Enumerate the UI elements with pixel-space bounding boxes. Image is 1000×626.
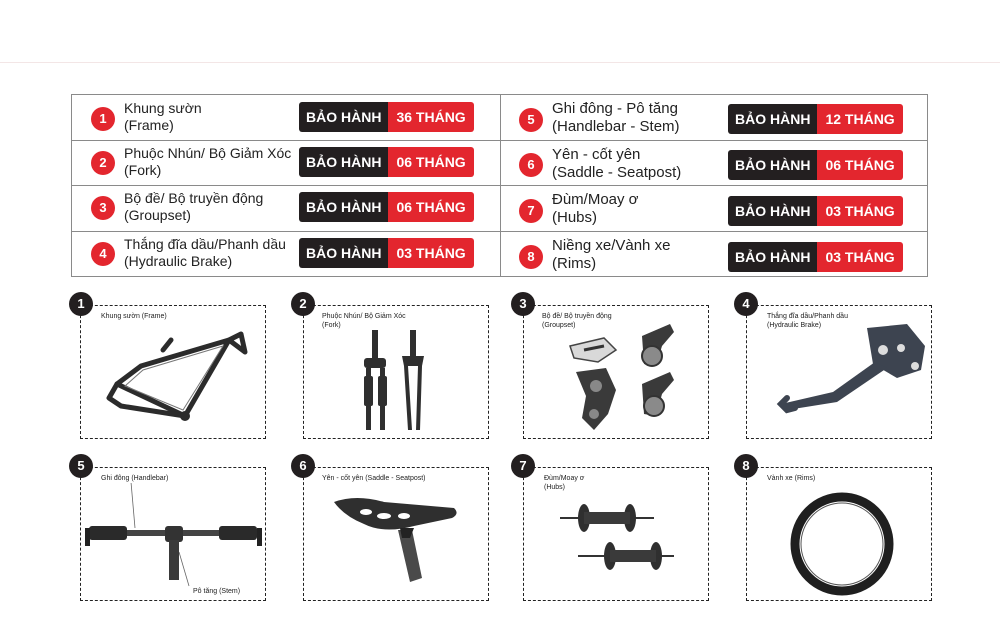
part-name-vi: Thắng đĩa dầu/Phanh dầu bbox=[124, 236, 286, 252]
part-name-vi: Khung sườn bbox=[124, 100, 202, 116]
part-name-vi: Đùm/Moay ơ bbox=[552, 191, 639, 208]
warranty-row bbox=[72, 185, 500, 229]
frame-icon bbox=[81, 306, 267, 440]
part-number-badge: 3 bbox=[511, 292, 535, 316]
warranty-duration: 03 THÁNG bbox=[817, 196, 902, 226]
part-name bbox=[552, 237, 670, 273]
part-name-vi: Yên - cốt yên bbox=[552, 146, 641, 163]
part-card-rim bbox=[746, 467, 932, 601]
part-label-line2: (Hydraulic Brake) bbox=[767, 322, 822, 329]
part-name-en: (Hydraulic Brake) bbox=[124, 253, 233, 269]
warranty-label: BẢO HÀNH bbox=[728, 104, 817, 134]
item-number-badge: 4 bbox=[91, 242, 115, 266]
part-number-badge: 4 bbox=[734, 292, 758, 316]
warranty-badge bbox=[299, 147, 474, 177]
warranty-row bbox=[72, 95, 500, 139]
warranty-badge bbox=[728, 196, 903, 226]
part-name bbox=[552, 100, 680, 136]
part-label-stem: Pô tăng (Stem) bbox=[193, 588, 241, 595]
part-card-handlebar bbox=[80, 467, 266, 601]
saddle-icon bbox=[304, 468, 490, 602]
warranty-duration: 06 THÁNG bbox=[817, 150, 902, 180]
part-card-brake bbox=[746, 305, 932, 439]
part-number-badge: 8 bbox=[734, 454, 758, 478]
warranty-duration: 03 THÁNG bbox=[817, 242, 902, 272]
warranty-label: BẢO HÀNH bbox=[299, 102, 388, 132]
part-label-line1: Bộ đề/ Bộ truyền động bbox=[542, 313, 612, 320]
warranty-duration: 03 THÁNG bbox=[388, 238, 473, 268]
part-label-line2: (Hubs) bbox=[544, 484, 566, 491]
rim-icon bbox=[747, 468, 933, 602]
part-name-en: (Groupset) bbox=[124, 207, 191, 223]
part-label: Vành xe (Rims) bbox=[767, 475, 816, 482]
part-name bbox=[124, 190, 263, 224]
warranty-row bbox=[72, 140, 500, 184]
warranty-row bbox=[501, 231, 927, 275]
warranty-label: BẢO HÀNH bbox=[728, 196, 817, 226]
warranty-duration: 06 THÁNG bbox=[388, 192, 473, 222]
part-number-badge: 6 bbox=[291, 454, 315, 478]
part-label: Ghi đông (Handlebar) bbox=[101, 475, 169, 482]
warranty-badge bbox=[299, 192, 474, 222]
handlebar-icon bbox=[81, 468, 267, 602]
warranty-duration: 12 THÁNG bbox=[817, 104, 902, 134]
part-name-en: (Fork) bbox=[124, 162, 162, 178]
part-number-badge: 7 bbox=[511, 454, 535, 478]
part-name bbox=[552, 191, 639, 227]
part-number-badge: 5 bbox=[69, 454, 93, 478]
part-label bbox=[544, 474, 584, 492]
warranty-table bbox=[71, 94, 928, 277]
part-number-badge: 2 bbox=[291, 292, 315, 316]
part-label-line2: (Groupset) bbox=[542, 322, 576, 329]
part-name-en: (Saddle - Seatpost) bbox=[552, 164, 682, 181]
item-number-badge: 3 bbox=[91, 196, 115, 220]
warranty-row bbox=[501, 140, 927, 184]
part-name-en: (Rims) bbox=[552, 255, 597, 272]
warranty-label: BẢO HÀNH bbox=[728, 150, 817, 180]
item-number-badge: 2 bbox=[91, 151, 115, 175]
warranty-badge bbox=[299, 238, 474, 268]
part-label bbox=[322, 312, 406, 330]
part-label-line1: Thắng đĩa dầu/Phanh dầu bbox=[767, 313, 848, 320]
part-label: Yên - cốt yên (Saddle - Seatpost) bbox=[322, 475, 426, 482]
item-number-badge: 7 bbox=[519, 199, 543, 223]
item-number-badge: 5 bbox=[519, 108, 543, 132]
part-number-badge: 1 bbox=[69, 292, 93, 316]
warranty-label: BẢO HÀNH bbox=[299, 192, 388, 222]
item-number-badge: 8 bbox=[519, 245, 543, 269]
warranty-label: BẢO HÀNH bbox=[728, 242, 817, 272]
part-name-vi: Niềng xe/Vành xe bbox=[552, 237, 671, 254]
warranty-duration: 36 THÁNG bbox=[388, 102, 473, 132]
warranty-badge bbox=[299, 102, 474, 132]
part-label bbox=[542, 312, 612, 330]
part-name bbox=[124, 145, 291, 179]
part-card-hubs bbox=[523, 467, 709, 601]
warranty-label: BẢO HÀNH bbox=[299, 147, 388, 177]
part-card-fork bbox=[303, 305, 489, 439]
part-card-saddle bbox=[303, 467, 489, 601]
warranty-row bbox=[72, 231, 500, 275]
part-label bbox=[767, 312, 848, 330]
warranty-badge bbox=[728, 242, 903, 272]
part-card-frame bbox=[80, 305, 266, 439]
warranty-row bbox=[501, 185, 927, 229]
part-name-vi: Bộ đề/ Bộ truyền động bbox=[124, 190, 264, 206]
part-name-vi: Phuộc Nhún/ Bộ Giảm Xóc bbox=[124, 145, 292, 161]
part-name bbox=[552, 146, 681, 182]
part-name bbox=[124, 100, 202, 134]
part-label-line2: (Fork) bbox=[322, 322, 341, 329]
item-number-badge: 6 bbox=[519, 153, 543, 177]
part-label-line1: Phuộc Nhún/ Bộ Giảm Xóc bbox=[322, 313, 406, 320]
part-name-vi: Ghi đông - Pô tăng bbox=[552, 100, 678, 117]
part-name-en: (Handlebar - Stem) bbox=[552, 118, 680, 135]
part-label-line1: Đùm/Moay ơ bbox=[544, 475, 585, 482]
part-label: Khung sườn (Frame) bbox=[101, 313, 167, 320]
item-number-badge: 1 bbox=[91, 107, 115, 131]
warranty-badge bbox=[728, 150, 903, 180]
warranty-label: BẢO HÀNH bbox=[299, 238, 388, 268]
part-card-groupset bbox=[523, 305, 709, 439]
top-divider bbox=[0, 62, 1000, 63]
part-name-en: (Hubs) bbox=[552, 209, 598, 226]
warranty-duration: 06 THÁNG bbox=[388, 147, 473, 177]
part-name-en: (Frame) bbox=[124, 117, 174, 133]
part-name bbox=[124, 236, 286, 270]
warranty-row bbox=[501, 95, 927, 139]
warranty-badge bbox=[728, 104, 903, 134]
